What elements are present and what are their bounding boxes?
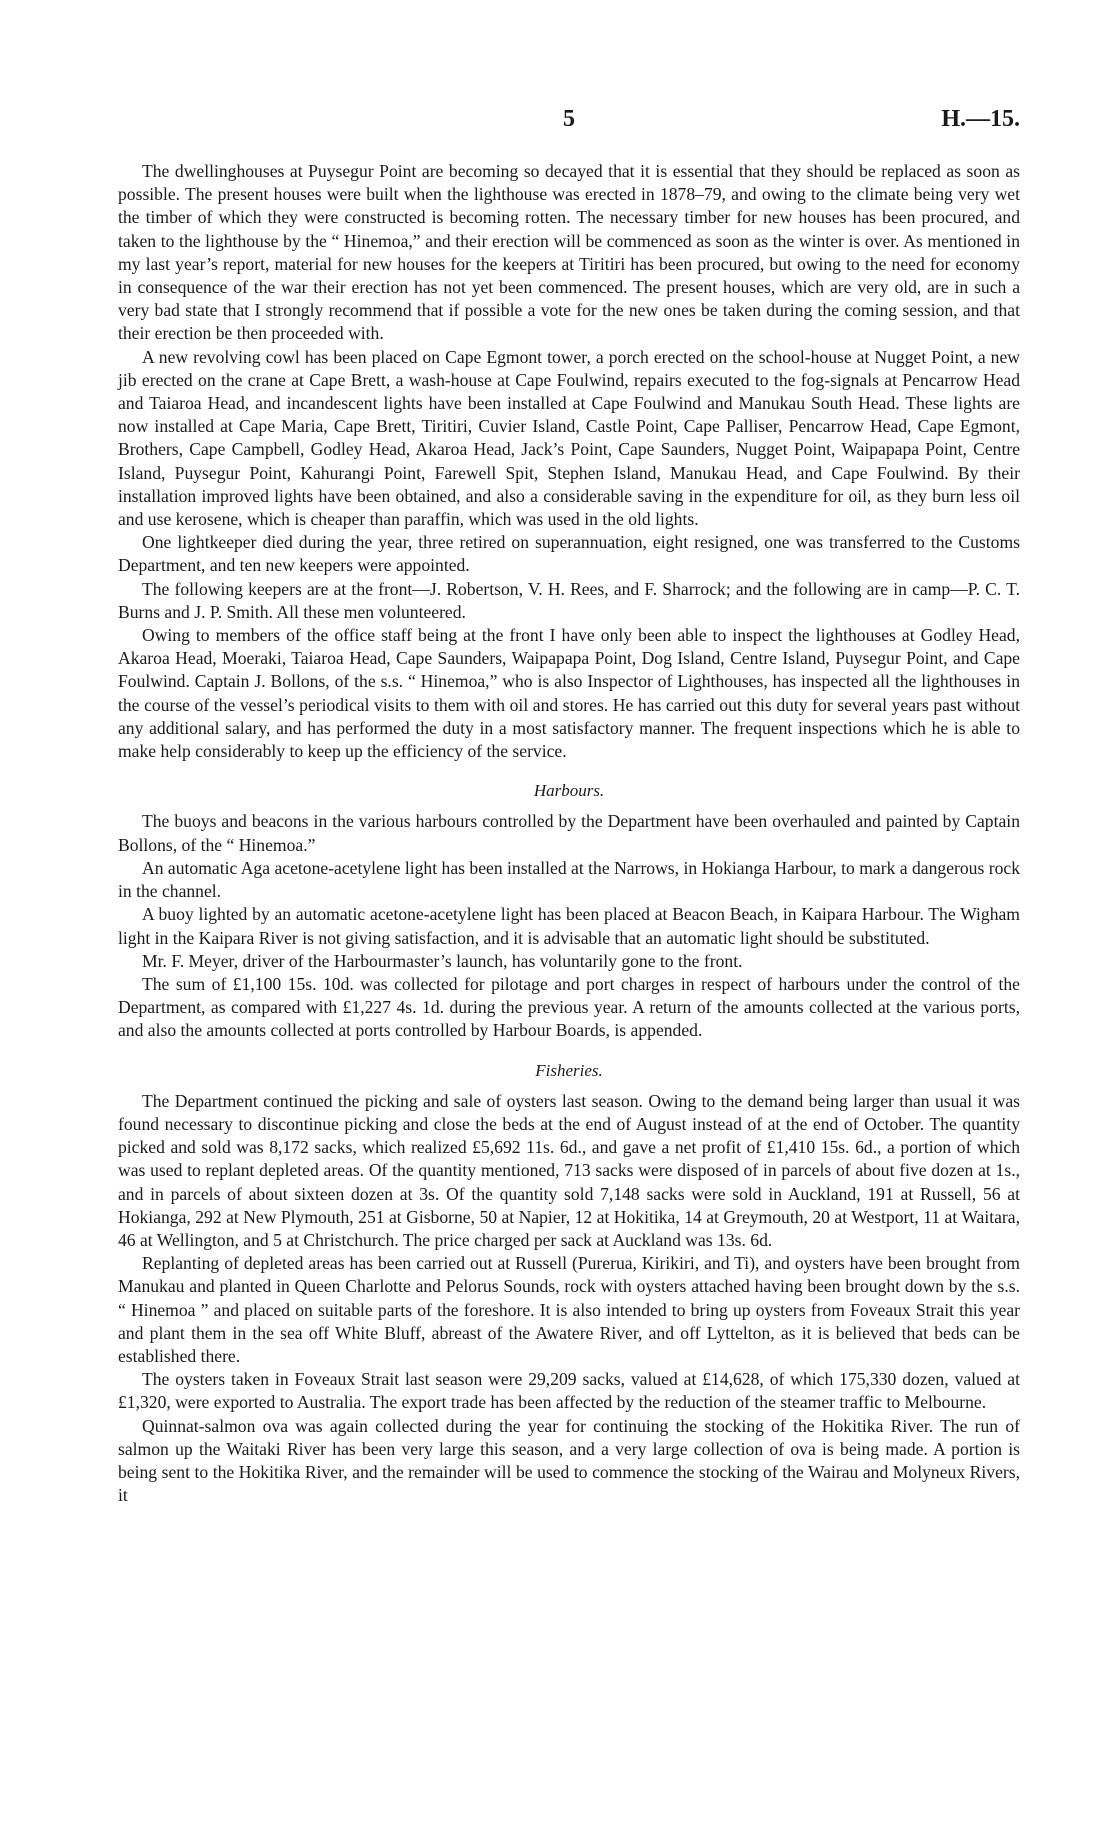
page-header <box>118 108 1020 140</box>
paragraph: The buoys and beacons in the various harbours controlled by the Department have been overhauled and painted by Captain Bollons, of the “ Hinemoa.” <box>118 811 1020 855</box>
paragraph: Replanting of depleted areas has been carried out at Russell (Purerua, Kirikiri, and Ti), and oysters have been brought from Manukau and planted in Queen Charlotte and Pelorus Sounds, rock with oysters attached having been brought down by the s.s. “ Hinemoa ” and placed on suitable parts of the foreshore. It is also intended to bring up oysters from Foveaux Strait this year and plant them in the sea off White Bluff, abreast of the Awatere River, and off Lyttelton, as it is believed that beds can be established there. <box>118 1253 1020 1366</box>
paragraph: A new revolving cowl has been placed on Cape Egmont tower, a porch erected on the school-house at Nugget Point, a new jib erected on the crane at Cape Brett, a wash-house at Cape Foulwind, repairs executed to the fog-signals at Pencarrow Head and Taiaroa Head, and incandescent lights have been installed at Cape Foulwind and Manukau South Head. These lights are now installed at Cape Maria, Cape Brett, Tiritiri, Cuvier Island, Castle Point, Cape Palliser, Pencarrow Head, Cape Egmont, Brothers, Cape Campbell, Godley Head, Akaroa Head, Jack’s Point, Cape Saunders, Nugget Point, Waipapapa Point, Centre Island, Puysegur Point, Kahurangi Point, Farewell Spit, Stephen Island, Manukau Head, and Cape Foulwind. By their installation improved lights have been obtained, and also a considerable saving in the expenditure for oil, as they burn less oil and use kerosene, which is cheaper than paraffin, which was used in the old lights. <box>118 346 1020 530</box>
section-lighthouses <box>118 160 1020 763</box>
section-harbours <box>118 779 1020 1042</box>
paragraph: The sum of £1,100 15s. 10d. was collected for pilotage and port charges in respect of harbours under the control of the Department, as compared with £1,227 4s. 1d. during the previous year. A return of the amounts collected at the various ports, and also the amounts collected at ports controlled by Harbour Boards, is appended. <box>118 973 1020 1041</box>
paragraph: The following keepers are at the front—J. Robertson, V. H. Rees, and F. Sharrock; and the following are in camp—P. C. T. Burns and J. P. Smith. All these men volunteered. <box>118 578 1020 622</box>
paragraph: A buoy lighted by an automatic acetone-acetylene light has been placed at Beacon Beach, in Kaipara Harbour. The Wigham light in the Kaipara River is not giving satisfaction, and it is advisable that an automatic light should be substituted. <box>118 904 1020 948</box>
section-heading: Fisheries. <box>535 1060 603 1080</box>
paragraph: The dwellinghouses at Puysegur Point are becoming so decayed that it is essential that they should be replaced as soon as possible. The present houses were built when the lighthouse was erected in 1878–79, and owing to the climate being very wet the timber of which they were constructed is becoming rotten. The necessary timber for new houses has been procured, and taken to the lighthouse by the “ Hinemoa,” and their erection will be commenced as soon as the winter is over. As mentioned in my last year’s report, material for new houses for the keepers at Tiritiri has been procured, but owing to the need for economy in consequence of the war their erection has not yet been commenced. The present houses, which are very old, are in such a very bad state that I strongly recommend that if possible a vote for the new ones be taken during the coming session, and that their erection be then proceeded with. <box>118 161 1020 344</box>
paragraph: The oysters taken in Foveaux Strait last season were 29,209 sacks, valued at £14,628, of which 175,330 dozen, valued at £1,320, were exported to Australia. The export trade has been affected by the reduction of the steamer traffic to Melbourne. <box>118 1369 1020 1413</box>
section-fisheries <box>118 1059 1020 1508</box>
paragraph: Quinnat-salmon ova was again collected during the year for continuing the stocking of the Hokitika River. The run of salmon up the Waitaki River has been very large this season, and a very large collection of ova is being made. A portion is being sent to the Hokitika River, and the remainder will be used to commence the stocking of the Wairau and Molyneux Rivers, it <box>118 1415 1020 1506</box>
section-heading: Harbours. <box>533 781 605 801</box>
document-body <box>118 160 1020 1507</box>
page-number: 5 <box>563 106 575 132</box>
paragraph: Mr. F. Meyer, driver of the Harbourmaster’s launch, has voluntarily gone to the front. <box>142 950 743 971</box>
document-reference: H.—15. <box>941 106 1020 132</box>
paragraph: The Department continued the picking and sale of oysters last season. Owing to the demand being larger than usual it was found necessary to discontinue picking and close the beds at the end of August instead of at the end of October. The quantity picked and sold was 8,172 sacks, which realized £5,692 11s. 6d., and gave a net profit of £1,410 15s. 6d., a portion of which was used to replant depleted areas. Of the quantity mentioned, 713 sacks were disposed of in parcels of about five dozen at 1s., and in parcels of about sixteen dozen at 3s. Of the quantity sold 7,148 sacks were sold in Auckland, 191 at Russell, 56 at Hokianga, 292 at New Plymouth, 251 at Gisborne, 50 at Napier, 12 at Hokitika, 14 at Greymouth, 20 at Westport, 11 at Waitara, 46 at Wellington, and 5 at Christchurch. The price charged per sack at Auckland was 13s. 6d. <box>118 1090 1020 1250</box>
paragraph: One lightkeeper died during the year, three retired on superannuation, eight resigned, one was transferred to the Customs Department, and ten new keepers were appointed. <box>118 532 1020 576</box>
paragraph: An automatic Aga acetone-acetylene light has been installed at the Narrows, in Hokianga Harbour, to mark a dangerous rock in the channel. <box>118 857 1020 902</box>
paragraph: Owing to members of the office staff being at the front I have only been able to inspect the lighthouses at Godley Head, Akaroa Head, Moeraki, Taiaroa Head, Cape Saunders, Waipapapa Point, Dog Island, Centre Island, Puysegur Point, and Cape Foulwind. Captain J. Bollons, of the s.s. “ Hinemoa,” who is also Inspector of Lighthouses, has inspected all the lighthouses in the course of the vessel’s periodical visits to them with oil and stores. He has carried out this duty for several years past without any additional salary, and has performed the duty in a most satisfactory manner. The frequent inspections which he is able to make help considerably to keep up the efficiency of the service. <box>118 625 1020 762</box>
